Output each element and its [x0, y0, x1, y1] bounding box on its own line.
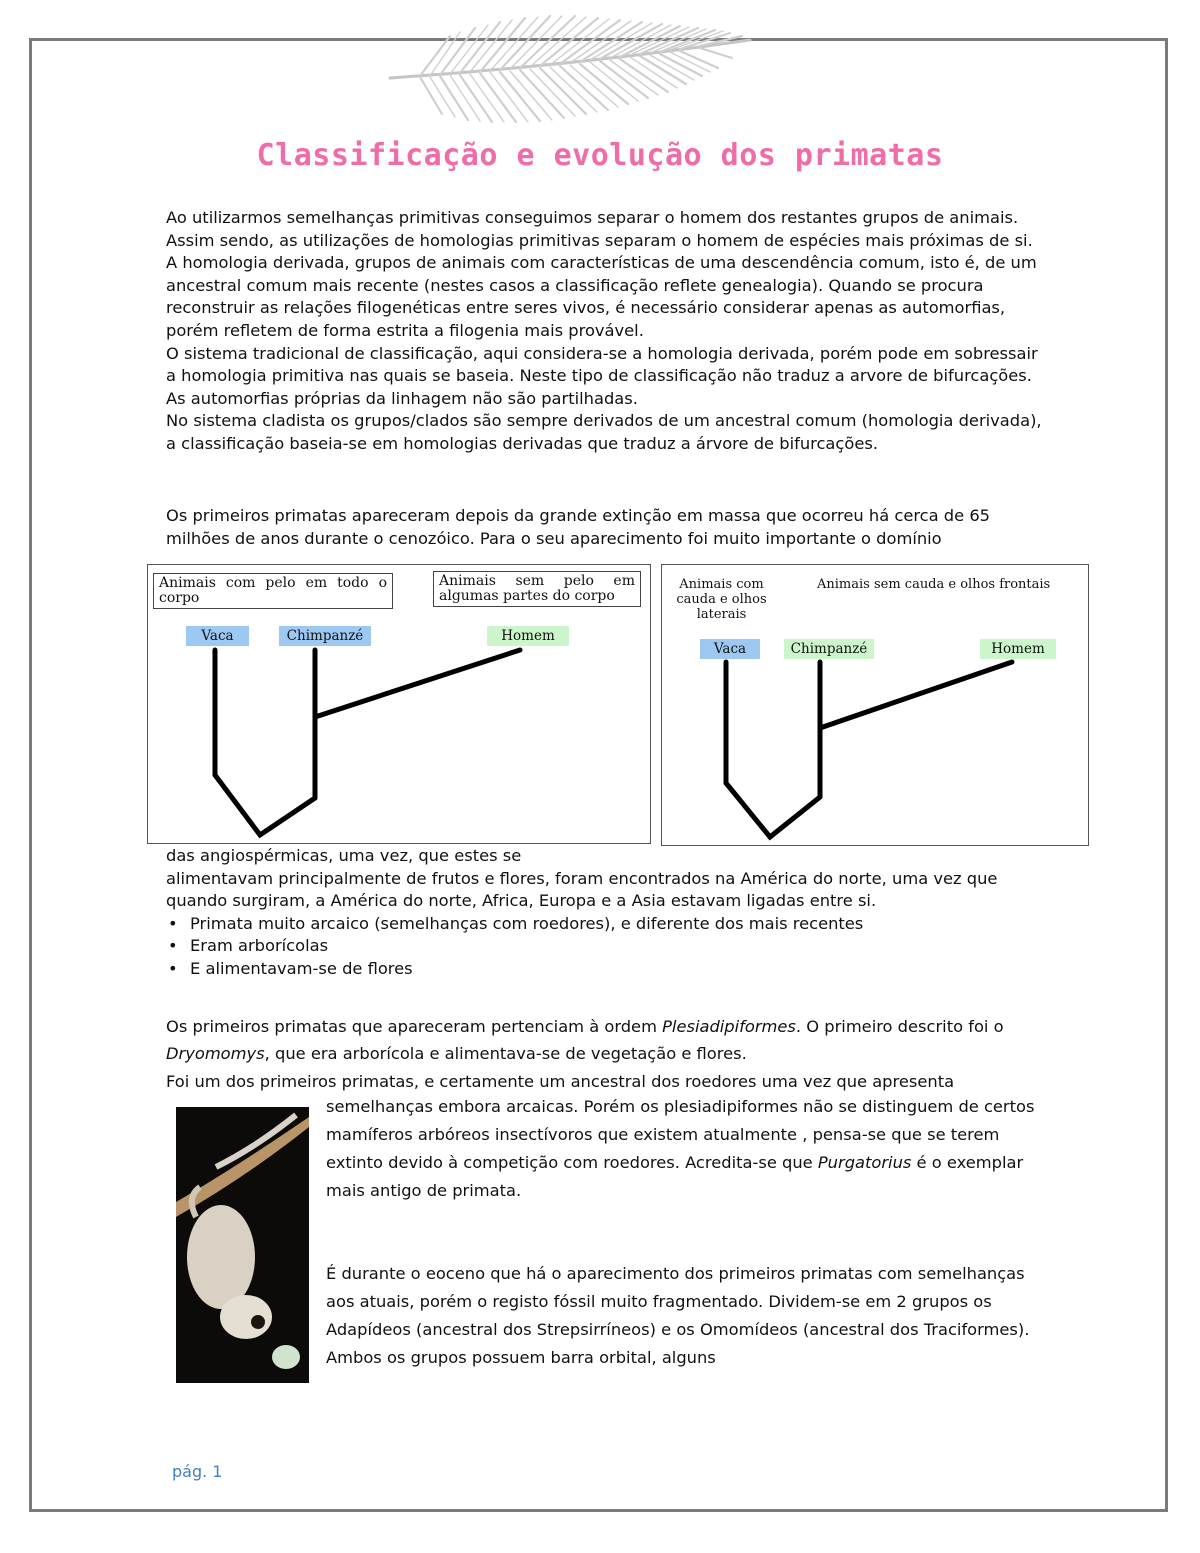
- plesiadapiformes-paragraph: [166, 1013, 1046, 1067]
- plesiadapiformes-detail-a: semelhanças embora arcaicas. Porém os plesiadipiformes não se distinguem de certos mamíferos arbóreos insectívoros que existem atualmente , pensa-se que se terem extinto devido à competição com roedores. Acredita-se que: [326, 1097, 1035, 1172]
- taxon-homem: Homem: [487, 626, 569, 646]
- taxon-chimpanze: Chimpanzé: [279, 626, 371, 646]
- intro-paragraph-1: Ao utilizarmos semelhanças primitivas conseguimos separar o homem dos restantes grupos de animais. Assim sendo, as utilizações de homologias primitivas separam o homem de espécies mais próximas de si.: [166, 208, 1033, 250]
- intro-paragraph-3: O sistema tradicional de classificação, aqui considera-se a homologia derivada, porém pode em sobressair a homologia primitiva nas quais se baseia. Neste tipo de classificação não traduz a arvore de bifurcações. As automorfias próprias da linhagem não são partilhadas.: [166, 343, 1038, 408]
- purgatorius-term: Purgatorius: [817, 1153, 912, 1172]
- taxon-vaca-right: Vaca: [700, 639, 760, 659]
- list-item: • Eram arborícolas: [166, 935, 1046, 958]
- primate-photo: [176, 1107, 309, 1383]
- cladogram-left-group-label-2: Animais sem pelo em algumas partes do corpo: [433, 571, 641, 607]
- cladogram-right-tree: [662, 565, 1088, 845]
- cladogram-right: [661, 564, 1089, 846]
- plesiadapiformes-detail-paragraph: [326, 1093, 1046, 1205]
- intro-section: [166, 207, 1046, 456]
- continued-paragraph: alimentavam principalmente de frutos e flores, foram encontrados na América do norte, uma vez que quando surgiram, a América do norte, Africa, Europa e a Asia estavam ligadas entre si.: [166, 868, 998, 911]
- page-title: Classificação e evolução dos primatas: [256, 138, 944, 173]
- intro-paragraph-2: A homologia derivada, grupos de animais com características de uma descendência comum, isto é, de um ancestral comum mais recente (nestes casos a classificação reflete genealogia). Quando se procura reconstruir as relações filogenéticas entre seres vivos, é necessário considerar apenas as automorfias, porém refletem de forma estrita a filogenia mais provável.: [166, 253, 1037, 340]
- plesiadapiformes-detail-b: é o exemplar mais antigo de primata.: [326, 1153, 1024, 1200]
- taxon-chimpanze-right: Chimpanzé: [784, 639, 874, 659]
- plesiadapiformes-text-c: , que era arborícola e alimentava-se de vegetação e flores.: [264, 1044, 747, 1063]
- plesiadapiformes-text-b: . O primeiro descrito foi o: [795, 1017, 1004, 1036]
- continued-section: [166, 845, 1046, 981]
- feather-decoration-icon: [380, 6, 760, 126]
- plesiadipiformes-term: Plesiadipiformes: [662, 1017, 796, 1036]
- plesiadapiformes-text-a: Os primeiros primatas que apareceram pertenciam à ordem: [166, 1017, 663, 1036]
- cladogram-right-group-label-1: Animais com cauda e olhos laterais: [676, 577, 767, 622]
- traits-list: [166, 913, 1046, 981]
- list-item: • Primata muito arcaico (semelhanças com roedores), e diferente dos mais recentes: [166, 913, 1046, 936]
- intro-paragraph-4: No sistema cladista os grupos/clados são sempre derivados de um ancestral comum (homologia derivada), a classificação baseia-se em homologias derivadas que traduz a árvore de bifurcações.: [166, 411, 1042, 453]
- page-number: pág. 1: [172, 1462, 223, 1481]
- taxon-homem-right: Homem: [980, 639, 1056, 659]
- primate-illustration-icon: [176, 1107, 309, 1383]
- first-primates-paragraph: Os primeiros primatas apareceram depois da grande extinção em massa que ocorreu há cerca de 65 milhões de anos durante o cenozóico. Para o seu aparecimento foi muito importante o domínio: [166, 506, 991, 548]
- cladogram-right-group-label-2: Animais sem cauda e olhos frontais: [817, 577, 1051, 592]
- cladogram-left-group-label-1: Animais com pelo em todo o corpo: [153, 573, 393, 609]
- ancestor-paragraph: Foi um dos primeiros primatas, e certamente um ancestral dos roedores uma vez que apresenta: [166, 1072, 955, 1091]
- list-item: • E alimentavam-se de flores: [166, 958, 1046, 981]
- continued-line-1: das angiospérmicas, uma vez, que estes se: [166, 846, 522, 865]
- cladogram-left: [147, 564, 651, 844]
- cladogram-left-tree: [148, 565, 650, 843]
- dryomomys-term: Dryomomys: [166, 1044, 265, 1063]
- eocene-paragraph: É durante o eoceno que há o aparecimento dos primeiros primatas com semelhanças aos atuais, porém o registo fóssil muito fragmentado. Dividem-se em 2 grupos os Adapídeos (ancestral dos Strepsirríneos) e os Omomídeos (ancestral dos Traciformes). Ambos os grupos possuem barra orbital, alguns: [326, 1264, 1030, 1367]
- taxon-vaca: Vaca: [186, 626, 249, 646]
